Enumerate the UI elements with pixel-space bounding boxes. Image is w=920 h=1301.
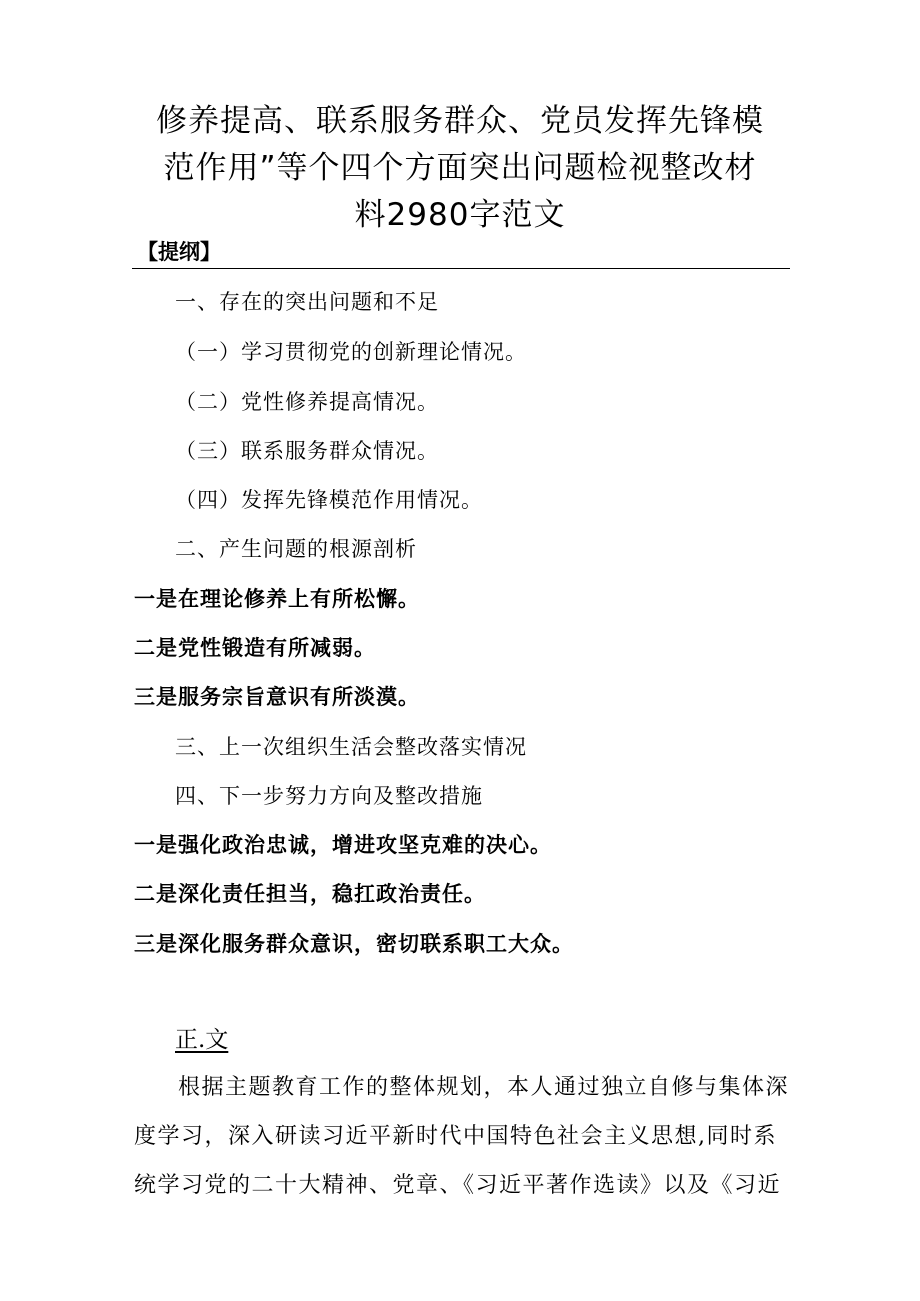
outline-measure-3: 三是深化服务群众意识，密切联系职工大众。 — [134, 931, 574, 956]
outline-heading: 【提纲】 — [137, 239, 221, 264]
outline-section-1: 一、存在的突出问题和不足 — [175, 290, 439, 314]
outline-measure-2: 二是深化责任担当，稳扛政治责任。 — [134, 881, 486, 906]
outline-subitem-4: （四）发挥先锋模范作用情况。 — [175, 488, 483, 512]
outline-point-1: 一是在理论修养上有所松懈。 — [134, 586, 420, 611]
title-line-2: 范作用”等个四个方面突出问题检视整改材 — [163, 150, 757, 186]
document-title — [120, 98, 800, 239]
main-text-body — [134, 1063, 790, 1210]
outline-section-3: 三、上一次组织生活会整改落实情况 — [175, 735, 527, 759]
body-line-2: 度学习，深入研读习近平新时代中国特色社会主义思想,同时系 — [134, 1124, 777, 1149]
title-line-1: 修养提高、联系服务群众、党员发挥先锋模 — [156, 103, 764, 139]
outline-divider — [132, 268, 790, 269]
outline-section-2: 二、产生问题的根源剖析 — [175, 537, 417, 561]
outline-subitem-3: （三）联系服务群众情况。 — [175, 439, 439, 463]
outline-subitem-1: （一）学习贯彻党的创新理论情况。 — [175, 340, 527, 364]
outline-point-3: 三是服务宗旨意识有所淡漠。 — [134, 684, 420, 709]
main-text-heading: 正.文 — [175, 1027, 229, 1053]
outline-section-4: 四、下一步努力方向及整改措施 — [175, 784, 483, 808]
body-line-3: 统学习党的二十大精神、党章、《习近平著作选读》以及《习近 — [134, 1173, 782, 1198]
outline-point-2: 二是党性锻造有所减弱。 — [134, 635, 376, 660]
outline-measure-1: 一是强化政治忠诚，增进攻坚克难的决心。 — [134, 832, 552, 857]
title-line-3: 料2980字范文 — [354, 197, 566, 233]
body-line-1: 根据主题教育工作的整体规划，本人通过独立自修与集体深 — [178, 1075, 790, 1100]
outline-subitem-2: （二）党性修养提高情况。 — [175, 390, 439, 414]
